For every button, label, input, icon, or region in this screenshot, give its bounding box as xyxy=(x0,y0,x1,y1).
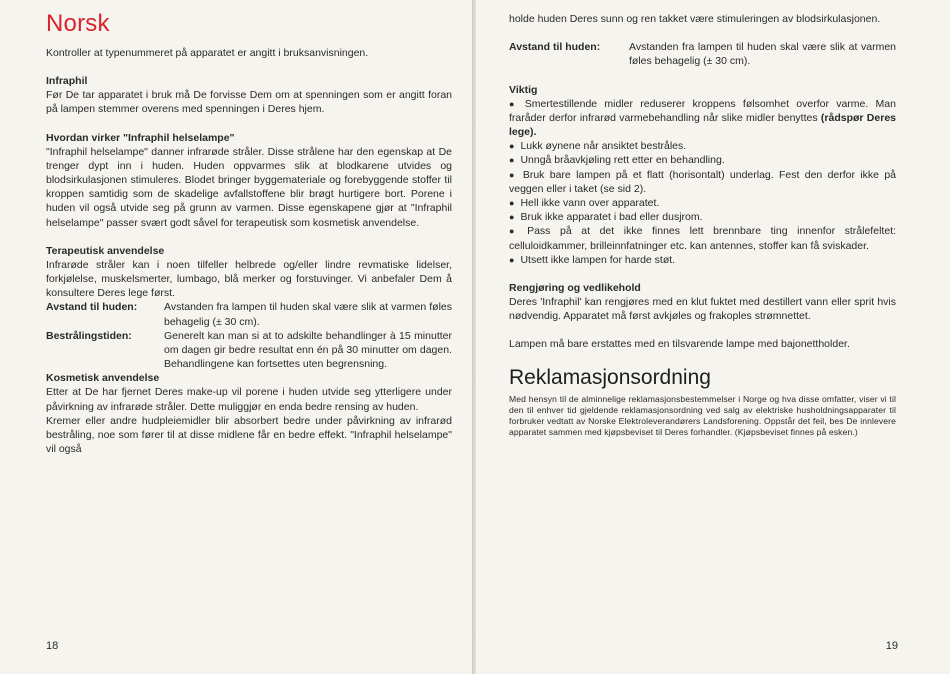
language-title: Norsk xyxy=(46,10,110,37)
bullet-icon: ● xyxy=(509,198,515,209)
list-item: ● Smertestillende midler reduserer kroppens følsomhet overfor varme. Man fraråder derfor infrarød varmebehandling når slike midler benyttes (rådspør Deres lege). xyxy=(509,97,896,139)
warranty-title: Reklamasjonsordning xyxy=(509,365,711,389)
continuation-text: holde huden Deres sunn og ren takket være stimuleringen av blodsirkulasjonen. xyxy=(509,13,881,25)
list-item: ● Lukk øynene når ansiktet bestråles. xyxy=(509,140,687,153)
list-item: ● Bruk bare lampen på et flatt (horisontalt) underlag. Fest den derfor ikke på veggen eller i taket (se sid 2). xyxy=(509,168,896,195)
page-number-left: 18 xyxy=(46,640,59,652)
bullet-icon: ● xyxy=(509,141,515,152)
bullet-icon: ● xyxy=(509,254,515,265)
time-label: Bestrålingstiden: xyxy=(46,329,132,342)
distance-label-right: Avstand til huden: xyxy=(509,41,601,54)
bullet-icon: ● xyxy=(509,169,517,180)
lamp-replacement-text: Lampen må bare erstattes med en tilsvarende lampe med bajonettholder. xyxy=(509,338,850,351)
time-text: Generelt kan man si at to adskilte behandlinger à 15 minutter om dagen gir bedre resultat enn én på 30 minutter om dagen. Behandlingene kan fortsettes uten begrensning. xyxy=(164,329,452,371)
bullet-icon: ● xyxy=(509,226,522,237)
list-item: ● Pass på at det ikke finnes lett brennbare ting innenfor strålefeltet: celluloidkammer, brilleinnfatninger etc. kan antennes, stoffer kan få sviskader. xyxy=(509,225,896,252)
cosmetic-heading: Kosmetisk anvendelse xyxy=(46,372,160,385)
bullet-icon: ● xyxy=(509,98,519,109)
warranty-text: Med hensyn til de alminnelige reklamasjonsbestemmelser i Norge og hva disse omfatter, viser vi til den til enhver tid gjeldende reklamasjonsordning ved salg av elektriske husholdningsapparater til forbruker vedtatt av Norske Elektroleverandørers Landsforening. Oppstår det feil, bes De innlevere apparatet sammen med kjøpsbeviset til Deres forhandler. (Kjøpsbeviset finnes på esken.) xyxy=(509,393,896,437)
page-number-right: 19 xyxy=(885,640,898,652)
distance-row-right xyxy=(509,40,896,68)
therapeutic-heading: Terapeutisk anvendelse xyxy=(46,244,165,257)
intro-text: Kontroller at typenummeret på apparatet er angitt i bruksanvisningen. xyxy=(46,47,369,59)
therapeutic-text: Infrarøde stråler kan i noen tilfeller helbrede og/eller lindre revmatiske lidelser, forkjølelse, muskelsmerter, lumbago, blå merker og forstuvinger. Vi anbefaler Dem å konsultere Deres lege først. xyxy=(46,258,452,300)
how-it-works-heading: Hvordan virker "Infraphil helselampe" xyxy=(46,131,235,144)
bullet-icon: ● xyxy=(509,155,515,166)
left-page xyxy=(0,0,472,674)
distance-text-right: Avstanden fra lampen til huden skal være slik at varmen føles behagelig (± 30 cm). xyxy=(629,41,896,68)
list-item: ● Unngå bråavkjøling rett etter en behandling. xyxy=(509,154,725,167)
list-item: ● Bruk ikke apparatet i bad eller dusjrom. xyxy=(509,211,703,224)
distance-row xyxy=(46,300,452,328)
time-row xyxy=(46,329,452,372)
important-heading: Viktig xyxy=(509,83,538,96)
list-item: ● Hell ikke vann over apparatet. xyxy=(509,197,660,210)
distance-text: Avstanden fra lampen til huden skal være slik at varmen føles behagelig (± 30 cm). xyxy=(164,301,452,328)
bullet-icon: ● xyxy=(509,212,515,223)
distance-label: Avstand til huden: xyxy=(46,301,138,314)
important-list xyxy=(509,97,896,267)
infraphil-heading: Infraphil xyxy=(46,75,88,88)
list-item: ● Utsett ikke lampen for harde støt. xyxy=(509,253,676,266)
cleaning-text: Deres 'Infraphil' kan rengjøres med en klut fuktet med destillert vann eller sprit hvis nødvendig. Apparatet må først avkjøles og frakoples strømnettet. xyxy=(509,296,896,323)
right-page xyxy=(476,0,950,674)
infraphil-text: Før De tar apparatet i bruk må De forvisse Dem om at spenningen som er angitt foran på lampen stemmer overens med spenningen i Deres hjem. xyxy=(46,89,452,116)
cosmetic-text-1: Etter at De har fjernet Deres make-up vil porene i huden utvide seg ytterligere under påvirkning av infrarøde stråler. Dette muliggjør en enda bedre rensing av huden. xyxy=(46,386,452,413)
cosmetic-text-2: Kremer eller andre hudpleiemidler blir absorbert bedre under påvirkning av infrarød bestråling, noe som fører til at disse midlene får en bedre effekt. "Infraphil helselampe" vil også xyxy=(46,414,452,456)
cleaning-heading: Rengjøring og vedlikehold xyxy=(509,282,641,295)
how-it-works-text: "Infraphil helselampe" danner infrarøde stråler. Disse strålene har den egenskap at De trenger dypt inn i huden. Huden oppvarmes slik at blodkarene utvides og blodsirkulasjonen stimuleres. Blodet bringer byggemateriale og forebyggende stoffer til kroppen samtidig som de skadelige avfallstoffene blir brøgt hurtigere bort. Porene i huden vil også utvide seg på grunn av varmen. Disse egenskapene gjør at "Infraphil helselampe" passer svært godt såvel for terapeutisk som kosmetisk anvendelse. xyxy=(46,145,452,229)
